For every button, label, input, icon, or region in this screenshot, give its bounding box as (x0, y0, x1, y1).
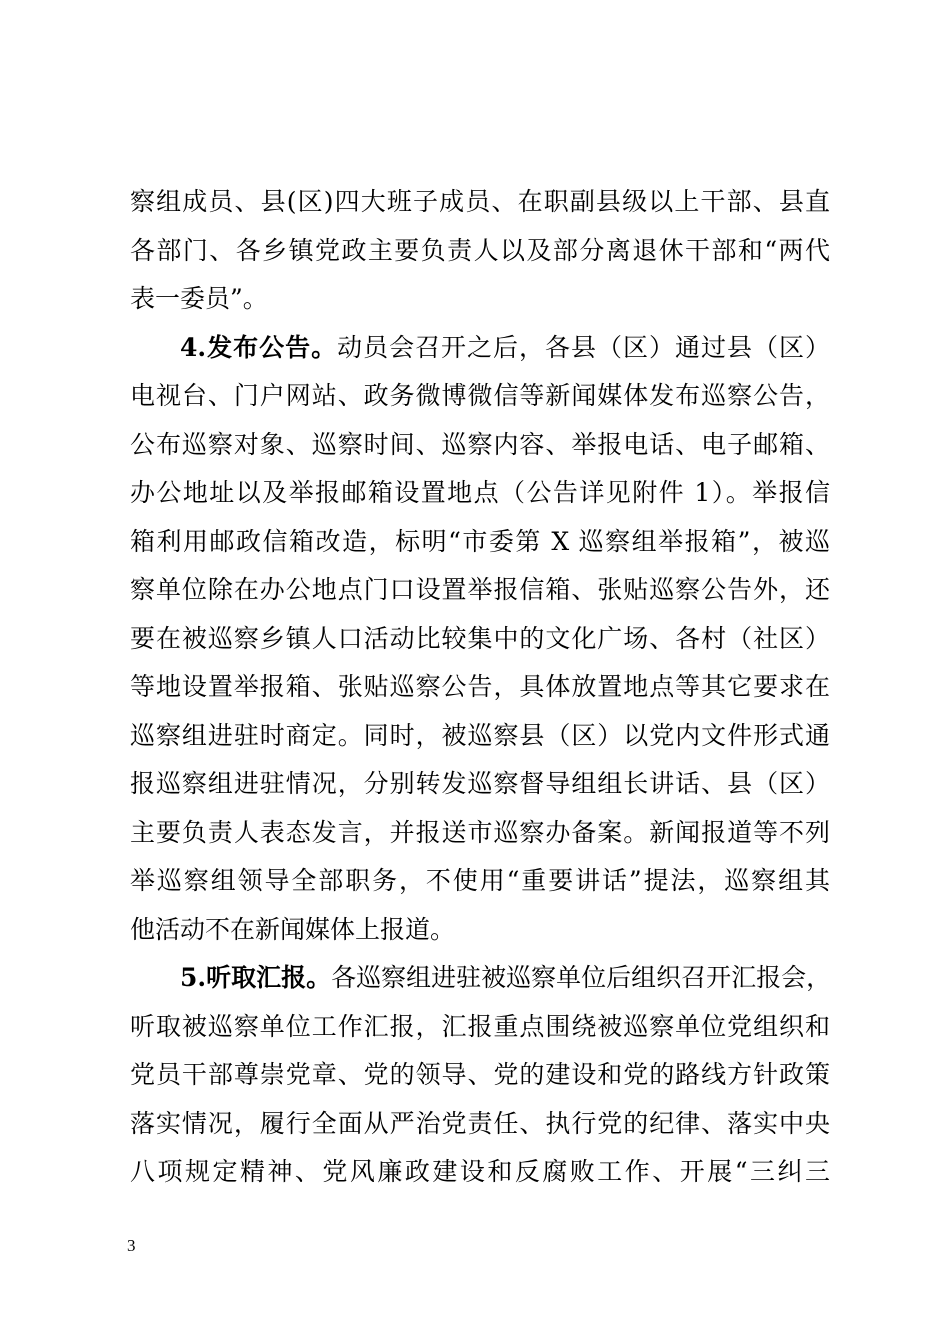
paragraph-line: 落实情况，履行全面从严治党责任、执行党的纪律、落实中央 (130, 1108, 830, 1138)
paragraph-first-line (130, 324, 830, 373)
paragraph-line: 表一委员”。 (130, 284, 268, 313)
paragraph-line: 八项规定精神、党风廉政建设和反腐败工作、开展“三纠三 (130, 1157, 830, 1186)
section-heading: 4.发布公告。 (180, 332, 338, 362)
paragraph-first-line (130, 954, 830, 1003)
paragraph-line: 党员干部尊崇党章、党的领导、党的建设和党的路线方针政策 (130, 1060, 830, 1089)
paragraph-line: 报巡察组进驻情况，分别转发巡察督导组组长讲话、县（区） (130, 769, 830, 798)
paragraph-line: 举巡察组领导全部职务，不使用“重要讲话”提法，巡察组其 (130, 866, 830, 895)
page-number: 3 (127, 1236, 136, 1255)
paragraph-line: 等地设置举报箱、张贴巡察公告，具体放置地点等其它要求在 (130, 672, 830, 701)
paragraph-line: 主要负责人表态发言，并报送市巡察办备案。新闻报道等不列 (130, 817, 830, 847)
paragraph-text: 动员会召开之后，各县（区）通过县（区） (337, 332, 830, 362)
paragraph-line: 公布巡察对象、巡察时间、巡察内容、举报电话、电子邮箱、 (130, 429, 830, 459)
paragraph-line: 察组成员、县(区)四大班子成员、在职副县级以上干部、县直 (130, 187, 830, 216)
paragraph-line: 巡察组进驻时商定。同时，被巡察县（区）以党内文件形式通 (130, 720, 830, 750)
paragraph-line: 箱利用邮政信箱改造，标明“市委第 X 巡察组举报箱”，被巡 (130, 526, 830, 556)
paragraph-line: 听取被巡察单位工作汇报，汇报重点围绕被巡察单位党组织和 (130, 1011, 830, 1041)
paragraph-line: 各部门、各乡镇党政主要负责人以及部分离退休干部和“两代 (130, 235, 830, 265)
paragraph-text: 各巡察组进驻被巡察单位后组织召开汇报会， (331, 963, 832, 992)
paragraph-line: 察单位除在办公地点门口设置举报信箱、张贴巡察公告外，还 (130, 575, 830, 604)
paragraph-line: 他活动不在新闻媒体上报道。 (130, 914, 456, 944)
paragraph-line: 电视台、门户网站、政务微博微信等新闻媒体发布巡察公告， (130, 381, 830, 410)
section-heading: 5.听取汇报。 (180, 963, 332, 992)
paragraph-line: 办公地址以及举报邮箱设置地点（公告详见附件 1）。举报信 (130, 478, 830, 507)
paragraph-line: 要在被巡察乡镇人口活动比较集中的文化广场、各村（社区） (130, 623, 830, 653)
body-text (130, 178, 830, 1197)
